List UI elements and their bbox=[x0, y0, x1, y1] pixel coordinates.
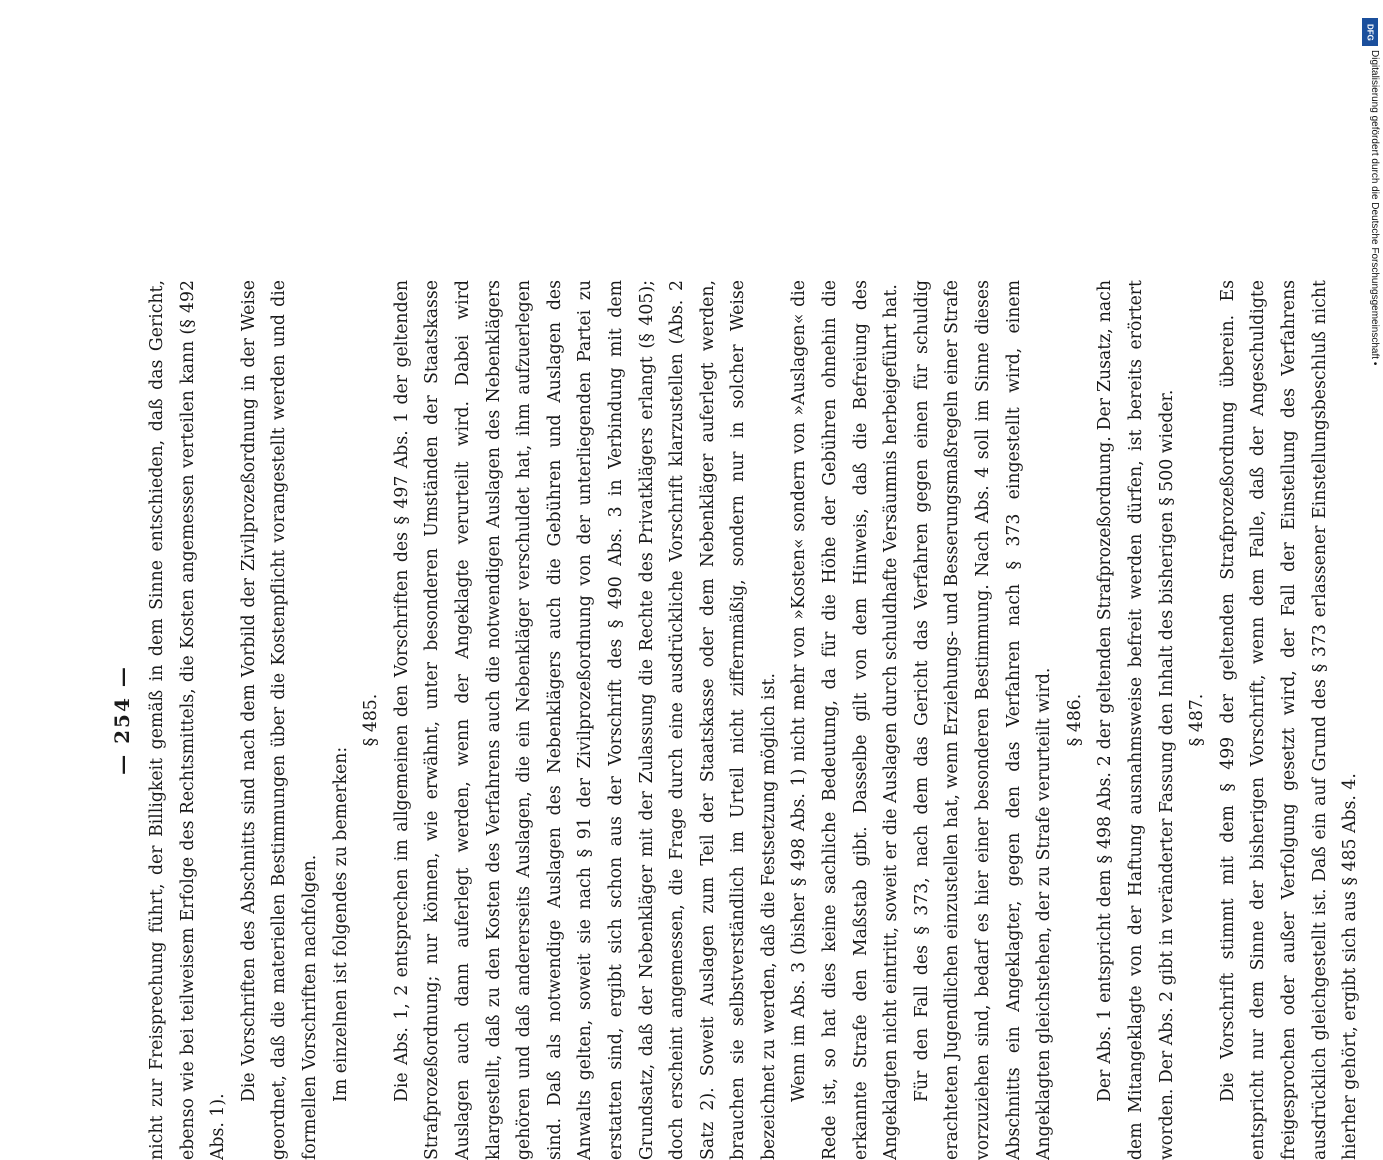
section-heading: § 487. bbox=[1187, 693, 1208, 747]
page-number-header: — 254 — bbox=[110, 665, 134, 775]
paragraph: Wenn im Abs. 3 (bisher § 498 Abs. 1) nicht mehr von »Kosten« sondern von »Auslagen« die Rede ist, so hat dies keine sachliche Bedeutung, da für die Höhe der Gebühren ohnehin die erkannte Strafe den Maßstab gibt. Dasselbe gilt von dem Hinweis, daß die Befreiung des Angeklagten nicht eintritt, soweit er die Auslagen durch schuldhafte Versäumnis herbeigeführt hat. bbox=[789, 280, 902, 1160]
paragraph: Die Abs. 1, 2 entsprechen im allgemeinen den Vorschriften des § 497 Abs. 1 der geltenden Strafprozeßordnung; nur können, wie erwähnt, unter besonderen Umständen der Staatskasse Auslagen auch dann auferlegt werden, wenn der Angeklagte verurteilt wird. Dabei wird klargestellt, daß zu den Kosten des Verfahrens auch die notwendigen Auslagen des Nebenklägers gehören und daß andererseits Auslagen, die ein Nebenkläger verschuldet hat, ihm aufzuerlegen sind. Daß als notwendige Auslagen des Nebenklägers auch die Gebühren und Auslagen des Anwalts gelten, soweit sie nach § 91 der Zivilprozeßordnung von der unterliegenden Partei zu erstatten sind, ergibt sich schon aus der Vorschrift des § 490 Abs. 3 in Verbindung mit dem Grundsatz, daß der Nebenkläger mit der Zulassung die Rechte des Privatklägers erlangt (§ 405); doch erscheint angemessen, die Frage durch eine ausdrückliche Vorschrift klarzustellen (Abs. 2 Satz 2). Soweit Auslagen zum Teil der Staatskasse oder dem Nebenkläger auferlegt werden, brauchen sie selbstverständlich im Urteil nicht ziffernmäßig, sondern nur in solcher Weise bezeichnet zu werden, daß die Festsetzung möglich ist. bbox=[391, 280, 779, 1160]
page-body bbox=[142, 280, 1366, 1160]
section-heading: § 485. bbox=[361, 693, 382, 747]
paragraph: Die Vorschrift stimmt mit dem § 499 der geltenden Strafprozeßordnung überein. Es entspricht nur dem Sinne der bisherigen Vorschrift, wenn dem Falle, daß der Angeschuldigte freigesprochen oder außer Verfolgung gesetzt wird, der Fall der Einstellung des Verfahrens ausdrücklich gleichgestellt ist. Daß ein auf Grund des § 373 erlassener Einstellungsbeschluß nicht hierher gehört, ergibt sich aus § 485 Abs. 4. bbox=[1217, 280, 1361, 1160]
digitization-credit-text: Digitalisierung gefördert durch die Deutsche Forschungsgemeinschaft • bbox=[1369, 50, 1380, 366]
section-heading: § 486. bbox=[1064, 693, 1085, 747]
dfg-logo-text: DFG bbox=[1365, 23, 1375, 41]
paragraph: Im einzelnen ist folgendes zu bemerken: bbox=[330, 746, 351, 1102]
paragraph: Die Vorschriften des Abschnitts sind nach dem Vorbild der Zivilprozeßordnung in der Weise geordnet, daß die materiellen Bestimmungen über die Kostenpflicht vorangestellt werden und die formellen Vorschriften nachfolgen. bbox=[238, 280, 320, 1160]
dfg-logo bbox=[1362, 18, 1378, 46]
paragraph: Für den Fall des § 373, nach dem das Gericht das Verfahren gegen einen für schuldig erachteten Jugendlichen einzustellen hat, wenn Erziehungs- und Besserungsmaßregeln einer Strafe vorzuziehen sind, bedarf es hier einer besonderen Bestimmung. Nach Abs. 4 soll im Sinne dieses Abschnitts ein Angeklagter, gegen den das Verfahren nach § 373 eingestellt wird, einem Angeklagten gleichstehen, der zu Strafe verurteilt wird. bbox=[911, 280, 1055, 1160]
paragraph: nicht zur Freisprechung führt, der Billigkeit gemäß in dem Sinne entschieden, daß das Gericht, ebenso wie bei teilweisem Erfolge des Rechtsmittels, die Kosten angemessen verteilen kann (§ 492 Abs. 1). bbox=[147, 280, 229, 1160]
paragraph: Der Abs. 1 entspricht dem § 498 Abs. 2 der geltenden Strafprozeßordnung. Der Zusatz, nach dem Mitangeklagte von der Haftung ausnahmsweise befreit werden dürfen, ist bereits erörtert worden. Der Abs. 2 gibt in veränderter Fassung den Inhalt des bisherigen § 500 wieder. bbox=[1095, 280, 1177, 1160]
document-page bbox=[102, 280, 1361, 1160]
digitization-credit-strip bbox=[1360, 10, 1380, 790]
